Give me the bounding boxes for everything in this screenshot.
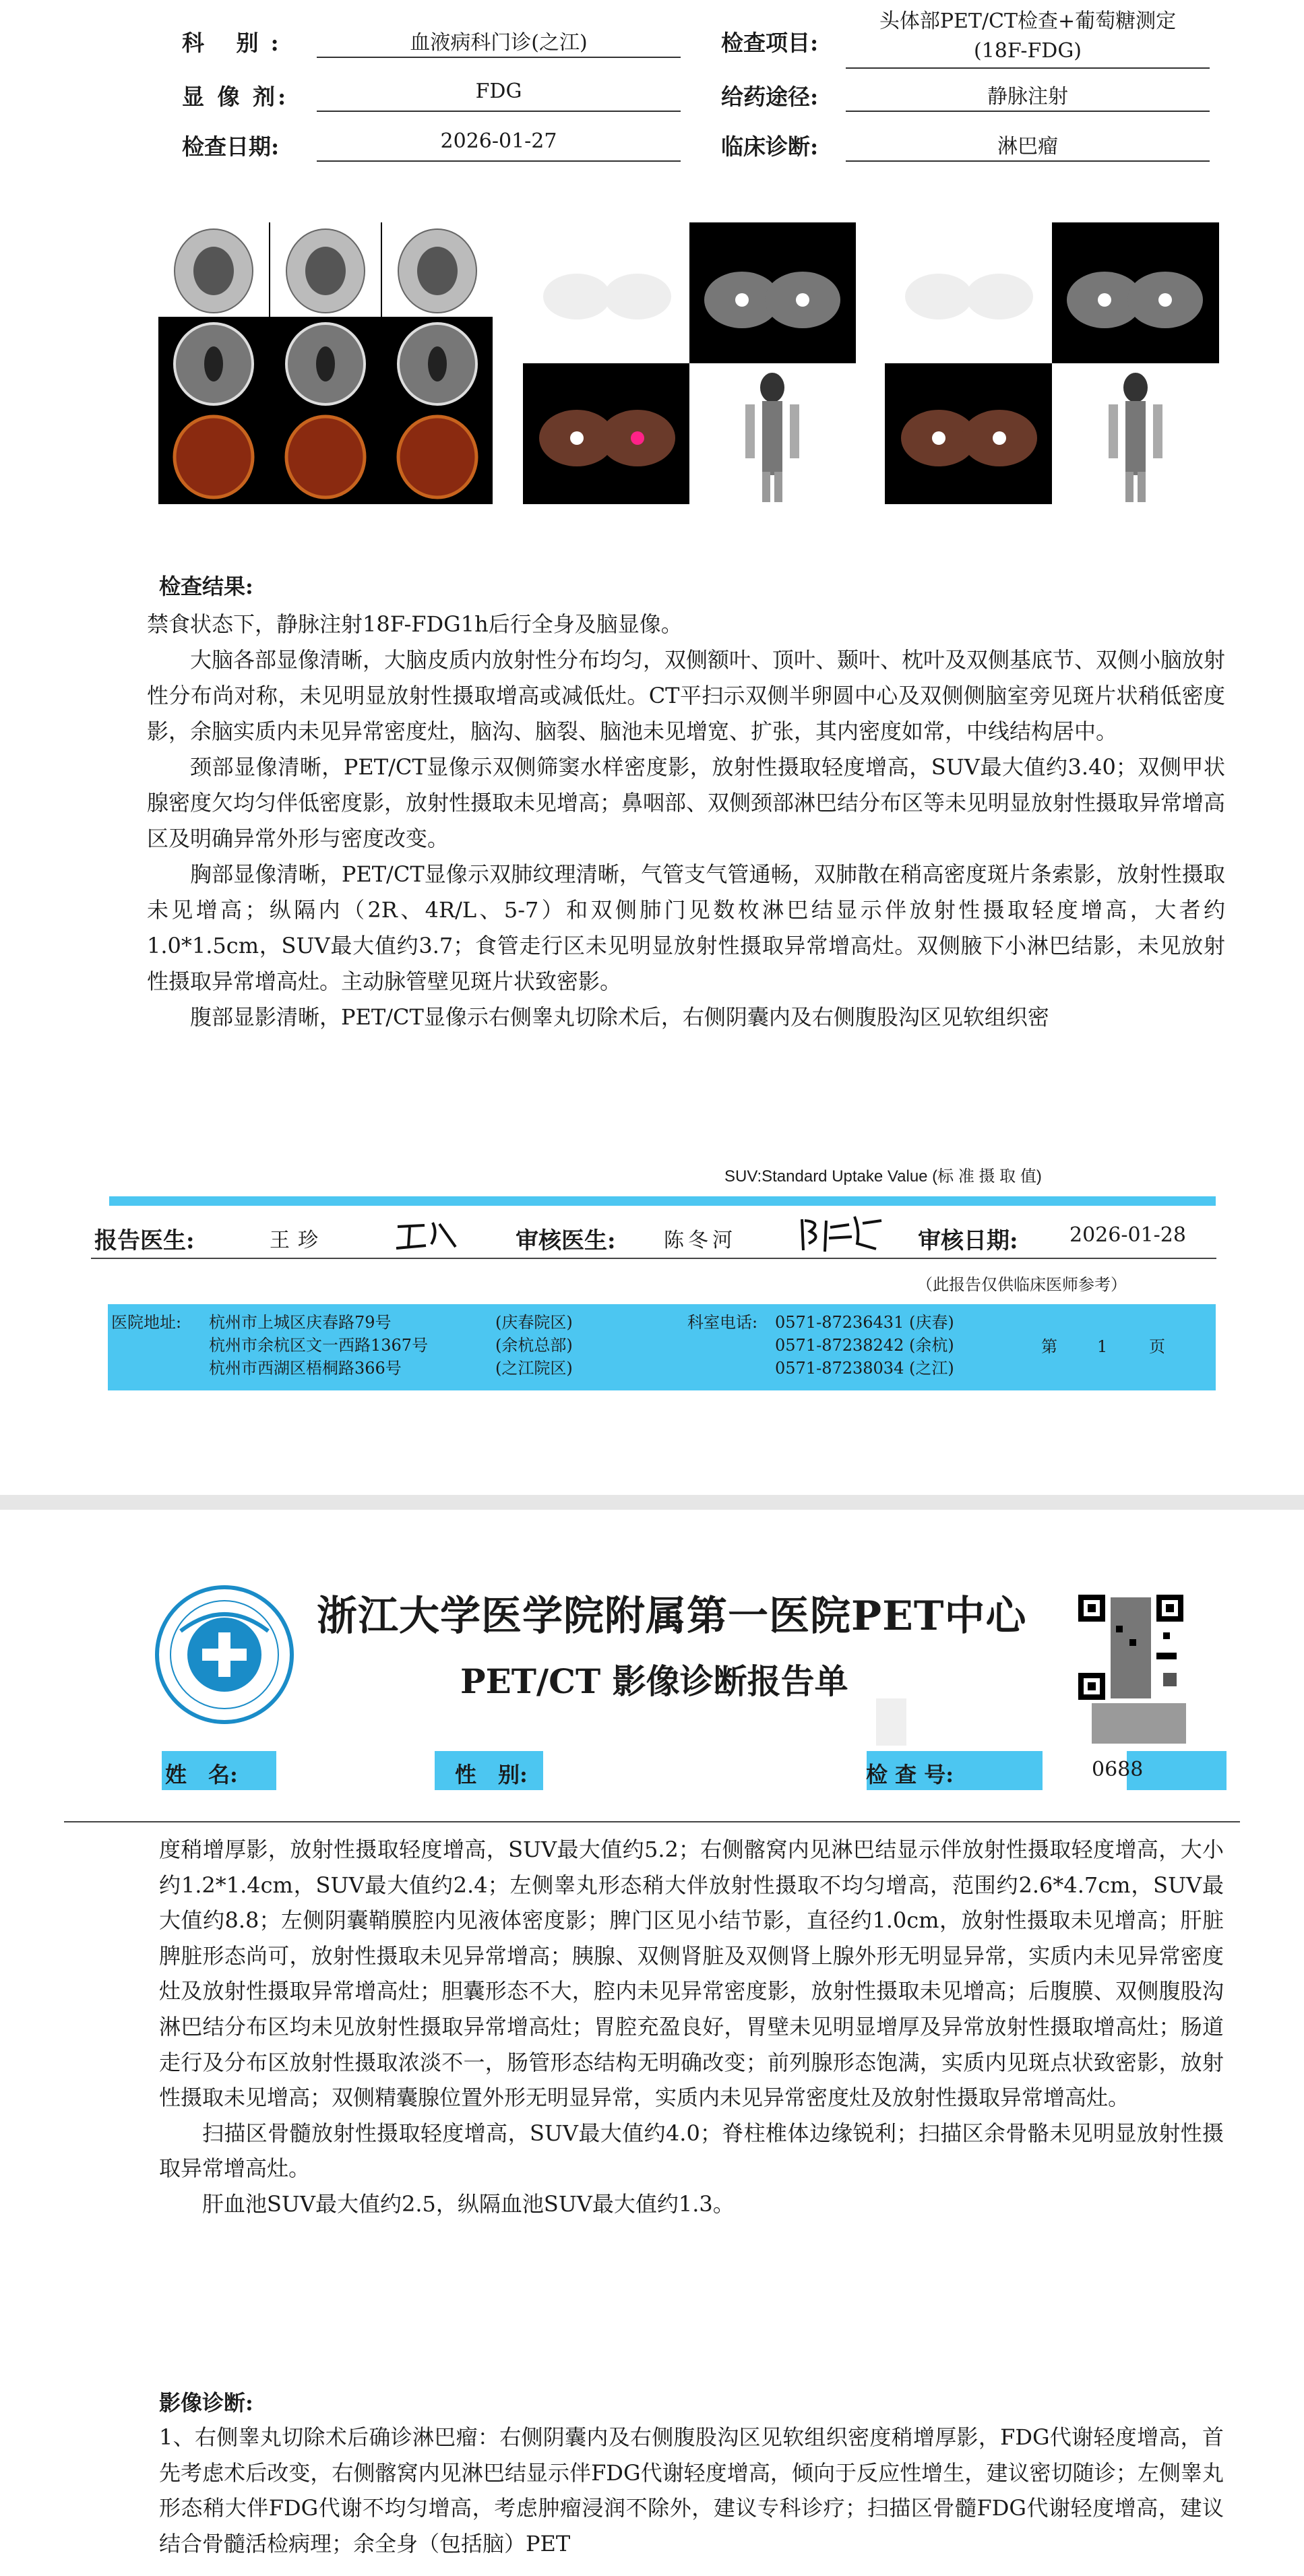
patient-name-label: 姓 名: [165, 1762, 238, 1787]
signature-rule [91, 1258, 1216, 1259]
exam-no-label: 检 查 号: [866, 1762, 954, 1787]
exam-no-value: 0688 [1092, 1758, 1144, 1781]
exam-item-line2: (18F-FDG) [973, 39, 1082, 63]
diagnosis-paragraph-1: 1、右侧睾丸切除术后确诊淋巴瘤：右侧阴囊内及右侧腹股沟区见软组织密度稍增厚影，FDG代谢轻度增高，首先考虑术后改变，右侧髂窝内见淋巴结显示伴FDG代谢轻度增高，倾向于反应性增生，建议密切随诊；左侧睾丸形态稍大伴FDG代谢不均匀增高，考虑肿瘤浸润不除外，建议专科诊疗；扫描区骨髓FDG代谢轻度增高，建议结合骨髓活检病理；余全身（包括脑）PET [159, 2424, 1224, 2556]
exam-date-label: 检查日期: [182, 133, 280, 160]
hospital-logo-icon [154, 1584, 295, 1725]
reviewer-label: 审核医生: [516, 1227, 616, 1254]
agent-label: 显 像 剂: [182, 84, 289, 110]
findings-paragraph-1: 禁食状态下，静脉注射18F-FDG1h后行全身及脑显像。 [147, 611, 683, 637]
patient-bar [162, 1751, 1227, 1790]
page-suffix: 页 [1149, 1337, 1165, 1356]
page-number: 1 [1097, 1337, 1108, 1356]
sex-redaction [543, 1751, 867, 1790]
phone-label: 科室电话: [687, 1313, 758, 1332]
findings-paragraph-2: 大脑各部显像清晰，大脑皮质内放射性分布均匀，双侧额叶、顶叶、颞叶、枕叶及双侧基底节、双侧小脑放射性分布尚对称，未见明显放射性摄取增高或减低灶。CT平扫示双侧半卵圆中心及双侧侧脑室旁见斑片状稍低密度影，余脑实质内未见异常密度灶，脑沟、脑裂、脑池未见增宽、扩张，其内密度如常，中线结构居中。 [147, 647, 1226, 744]
body-scan-images-2 [885, 222, 1219, 504]
name-redaction [276, 1751, 435, 1790]
exam-item-line1: 头体部PET/CT检查+葡萄糖测定 [879, 9, 1177, 33]
suv-note: SUV:Standard Uptake Value (标 准 摄 取 值) [724, 1167, 1042, 1186]
findings-paragraph-5: 腹部显影清晰，PET/CT显像示右侧睾丸切除术后，右侧阴囊内及右侧腹股沟区见软组织密 [190, 1004, 1049, 1030]
clinical-diagnosis-value: 淋巴瘤 [846, 129, 1210, 162]
patient-sex-label: 性 别: [455, 1762, 528, 1787]
reporter-label: 报告医生: [94, 1227, 195, 1254]
dept-label: 科 别: [182, 30, 291, 56]
diagnosis-body [159, 2420, 1224, 2561]
page-prefix: 第 [1041, 1337, 1057, 1356]
exam-item-value [846, 7, 1210, 69]
brain-scan-images [158, 222, 493, 504]
findings-cont-paragraph-3: 肝血池SUV最大值约2.5，纵隔血池SUV最大值约1.3。 [202, 2190, 735, 2217]
reviewer-name: 陈冬河 [664, 1229, 737, 1252]
agent-value: FDG [317, 80, 681, 112]
phone-1: 0571-87236431 (庆春) [775, 1313, 954, 1332]
address-1: 杭州市上城区庆春路79号 [209, 1313, 392, 1332]
body-scan-images-1 [523, 222, 856, 504]
findings-body [147, 607, 1225, 1035]
findings-continued [159, 1832, 1224, 2222]
address-label: 医院地址: [111, 1313, 182, 1332]
findings-paragraph-3: 颈部显像清晰，PET/CT显像示双侧筛窦水样密度影，放射性摄取轻度增高，SUV最大值约3.40；双侧甲状腺密度欠均匀伴低密度影，放射性摄取未见增高；鼻咽部、双侧颈部淋巴结分布区等未见明显放射性摄取异常增高区及明确异常外形与密度改变。 [147, 754, 1226, 851]
address-3: 杭州市西湖区梧桐路366号 [209, 1359, 402, 1378]
phone-2: 0571-87238242 (余杭) [775, 1336, 954, 1355]
blue-rule [109, 1196, 1216, 1206]
exam-date-value: 2026-01-27 [317, 129, 681, 162]
exam-item-label: 检查项目: [721, 30, 819, 56]
brain-image-grid [158, 222, 493, 504]
findings-cont-paragraph-2: 扫描区骨髓放射性摄取轻度增高，SUV最大值约4.0；脊柱椎体边缘锐利；扫描区余骨骼未见明显放射性摄取异常增高灶。 [159, 2120, 1224, 2182]
page-separator [0, 1495, 1304, 1511]
reviewer-signature [795, 1210, 890, 1257]
route-label: 给药途径: [721, 84, 819, 110]
campus-3: (之江院区) [495, 1359, 573, 1378]
report-page-2 [0, 1510, 1304, 2576]
review-date-label: 审核日期: [918, 1227, 1018, 1254]
redaction-mark [876, 1698, 906, 1746]
clinical-diagnosis-label: 临床诊断: [721, 133, 819, 160]
report-subtitle: PET/CT 影像诊断报告单 [460, 1661, 848, 1701]
header-rule [64, 1821, 1240, 1822]
findings-title: 检查结果: [159, 574, 253, 599]
hospital-title: 浙江大学医学院附属第一医院PET中心 [317, 1593, 1027, 1640]
route-value: 静脉注射 [846, 80, 1210, 112]
findings-cont-paragraph-1: 度稍增厚影，放射性摄取轻度增高，SUV最大值约5.2；右侧髂窝内见淋巴结显示伴放射性摄取轻度增高，大小约1.2*1.4cm，SUV最大值约2.4；左侧睾丸形态稍大伴放射性摄取不均匀增高，范围约2.6*4.7cm，SUV最大值约8.8；左侧阴囊鞘膜腔内见液体密度影；脾门区见小结节影，直径约1.0cm，放射性摄取未见增高；肝脏脾脏形态尚可，放射性摄取未见异常增高；胰腺、双侧肾脏及双侧肾上腺外形无明显异常，实质内未见异常密度灶及放射性摄取异常增高灶；胆囊形态不大，腔内未见异常密度影，放射性摄取未见增高；后腹膜、双侧腹股沟淋巴结分布区均未见放射性摄取异常增高灶；胃腔充盈良好，胃壁未见明显增厚及异常放射性摄取增高灶；肠道走行及分布区放射性摄取浓淡不一，肠管形态结构无明确改变；前列腺形态饱满，实质内见斑点状致密影，放射性摄取未见增高；双侧精囊腺位置外形无明显异常，实质内未见异常密度灶及放射性摄取异常增高灶。 [159, 1837, 1224, 2111]
disclaimer: （此报告仅供临床医师参考） [917, 1275, 1127, 1294]
qr-code-icon [1076, 1592, 1187, 1703]
address-2: 杭州市余杭区文一西路1367号 [209, 1336, 429, 1355]
campus-2: (余杭总部) [495, 1336, 573, 1355]
body-image-grid-1 [523, 222, 856, 504]
campus-1: (庆春院区) [495, 1313, 573, 1332]
diagnosis-title: 影像诊断: [159, 2390, 253, 2416]
reporter-signature [391, 1213, 465, 1254]
reporter-name: 王珍 [270, 1229, 326, 1252]
qr-code-redaction [1092, 1703, 1186, 1744]
dept-value: 血液病科门诊(之江) [317, 26, 681, 58]
body-image-grid-2 [885, 222, 1219, 504]
findings-paragraph-4: 胸部显像清晰，PET/CT显像示双肺纹理清晰，气管支气管通畅，双肺散在稍高密度斑片条索影，放射性摄取未见增高；纵隔内（2R、4R/L、5-7）和双侧肺门见数枚淋巴结显示伴放射性摄取轻度增高，大者约1.0*1.5cm，SUV最大值约3.7；食管走行区未见明显放射性摄取异常增高灶。双侧腋下小淋巴结影，未见放射性摄取异常增高灶。主动脉管壁见斑片状致密影。 [147, 861, 1225, 994]
review-date-value: 2026-01-28 [1069, 1223, 1186, 1247]
hospital-footer [108, 1304, 1216, 1390]
phone-3: 0571-87238034 (之江) [775, 1359, 954, 1378]
